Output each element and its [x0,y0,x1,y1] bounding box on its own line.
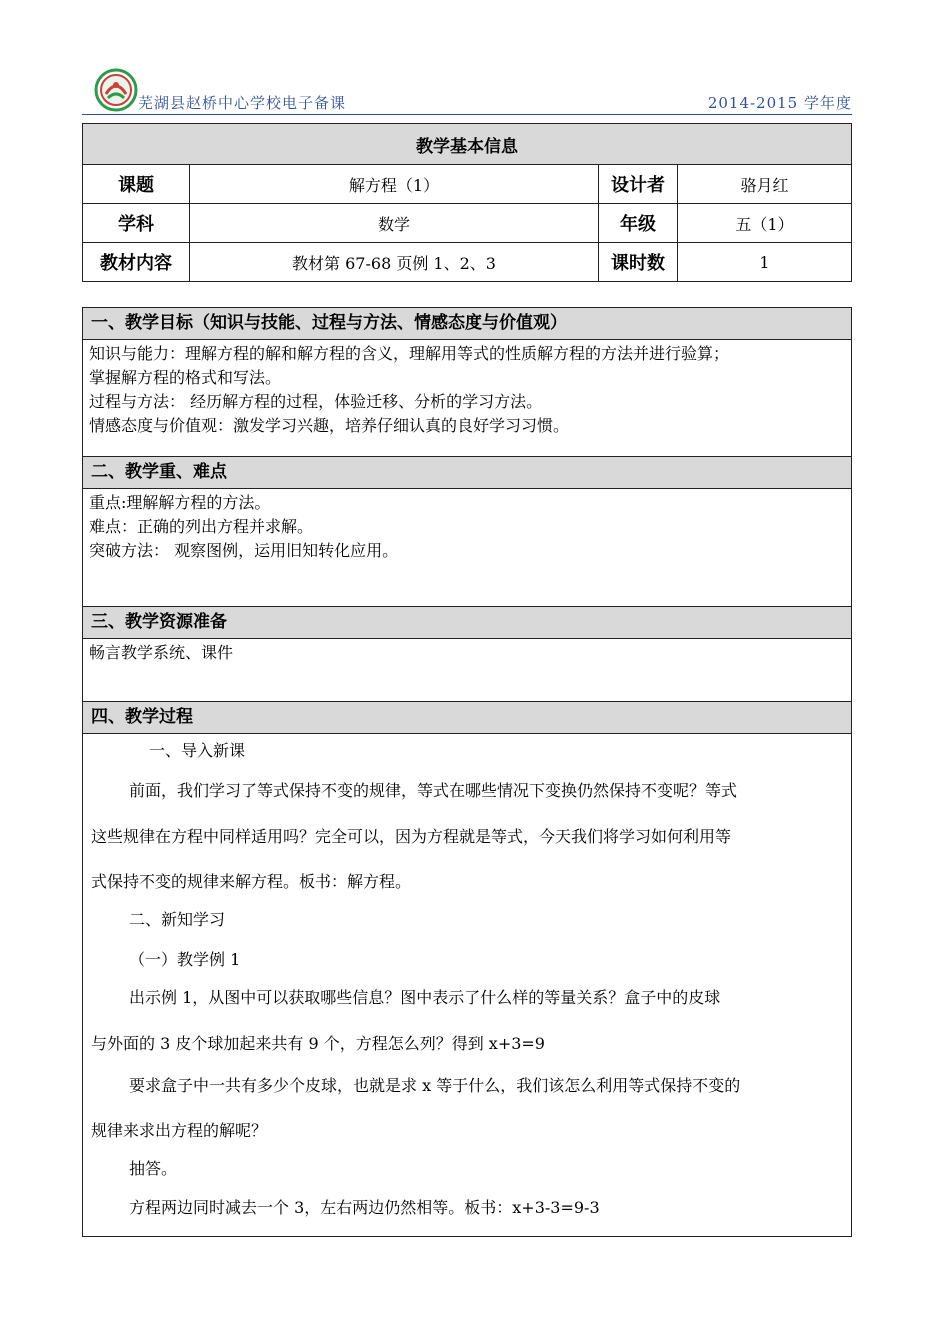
school-emblem-icon [94,68,138,112]
page-header [82,66,852,116]
section-resources [82,606,852,702]
process-paragraph: 前面，我们学习了等式保持不变的规律，等式在哪些情况下变换仍然保持不变呢？等式 [129,781,738,800]
label-subject: 学科 [83,204,190,243]
label-topic: 课题 [83,165,190,204]
value-topic: 解方程（1） [190,165,599,204]
process-paragraph: （一）教学例 1 [129,950,241,969]
key-points-line: 难点：正确的列出方程并求解。 [89,517,314,536]
key-points-line: 突破方法： 观察图例，运用旧知转化应用。 [89,541,399,560]
goals-line: 过程与方法： 经历解方程的过程，体验迁移、分析的学习方法。 [89,392,543,411]
process-paragraph: 出示例 1，从图中可以获取哪些信息？图中表示了什么样的等量关系？盒子中的皮球 [129,988,721,1007]
section-key-points-heading: 二、教学重、难点 [83,456,851,489]
label-textbook-content: 教材内容 [83,243,190,282]
section-key-points [82,456,852,607]
value-grade: 五（1） [678,204,852,243]
goals-line: 情感态度与价值观：激发学习兴趣，培养仔细认真的良好学习习惯。 [89,416,570,435]
school-name: 芜湖县赵桥中心学校电子备课 [138,94,347,112]
section-process [82,701,852,1237]
process-paragraph: 与外面的 3 皮个球加起来共有 9 个，方程怎么列？得到 x+3=9 [91,1034,545,1053]
label-designer: 设计者 [599,165,678,204]
label-periods: 课时数 [599,243,678,282]
value-textbook-content: 教材第 67-68 页例 1、2、3 [190,243,599,282]
section-goals [82,307,852,458]
info-table-title: 教学基本信息 [83,124,852,165]
goals-line: 知识与能力：理解方程的解和解方程的含义，理解用等式的性质解方程的方法并进行验算； [89,344,730,363]
resources-line: 畅言教学系统、课件 [89,643,234,662]
key-points-line: 重点:理解解方程的方法。 [89,493,271,512]
process-paragraph: 一、导入新课 [149,741,246,760]
goals-line: 掌握解方程的格式和写法。 [89,368,282,387]
process-paragraph: 这些规律在方程中同样适用吗？完全可以，因为方程就是等式，今天我们将学习如何利用等 [91,827,732,846]
value-subject: 数学 [190,204,599,243]
process-paragraph: 二、新知学习 [129,910,226,929]
value-periods: 1 [678,243,852,282]
section-goals-heading: 一、教学目标（知识与技能、过程与方法、情感态度与价值观） [83,308,851,340]
basic-info-table [82,123,852,282]
process-paragraph: 抽答。 [129,1159,178,1178]
section-process-heading: 四、教学过程 [83,701,851,734]
label-grade: 年级 [599,204,678,243]
value-designer: 骆月红 [678,165,852,204]
header-divider [82,114,852,115]
process-paragraph: 方程两边同时减去一个 3，左右两边仍然相等。板书：x+3-3=9-3 [129,1198,600,1217]
school-year: 2014-2015 学年度 [707,94,852,112]
process-paragraph: 要求盒子中一共有多少个皮球，也就是求 x 等于什么，我们该怎么利用等式保持不变的 [129,1076,741,1095]
process-paragraph: 式保持不变的规律来解方程。板书：解方程。 [91,872,412,891]
process-paragraph: 规律来求出方程的解呢？ [91,1121,268,1140]
section-resources-heading: 三、教学资源准备 [83,606,851,639]
